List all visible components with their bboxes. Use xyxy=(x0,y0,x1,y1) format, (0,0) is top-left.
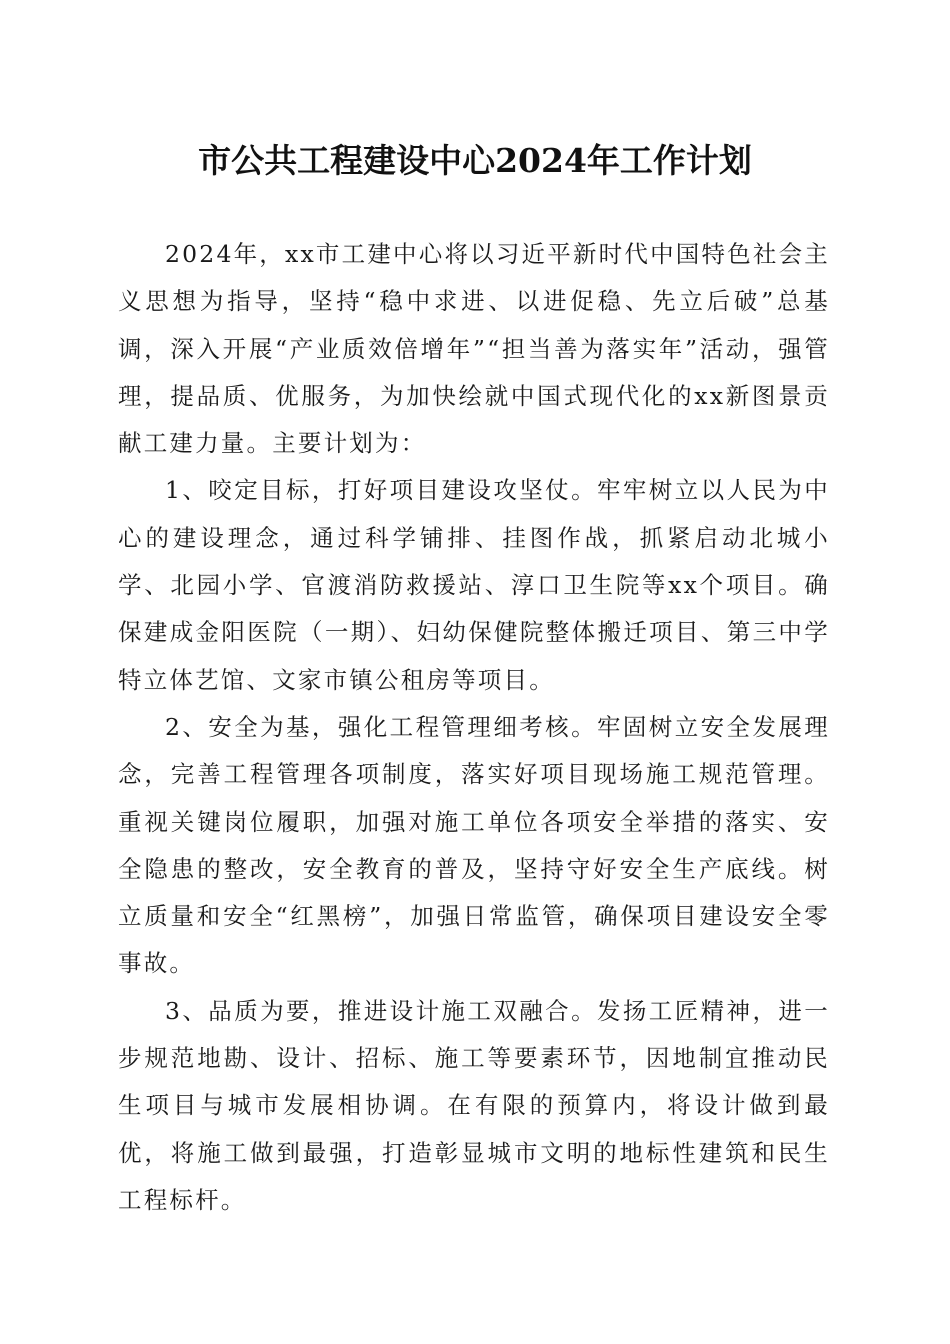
plan-item-3-paragraph: 3、品质为要，推进设计施工双融合。发扬工匠精神，进一步规范地勘、设计、招标、施工等要素环节，因地制宜推动民生项目与城市发展相协调。在有限的预算内，将设计做到最优，将施工做到最强，打造彰显城市文明的地标性建筑和民生工程标杆。 xyxy=(118,996,830,1214)
document-body xyxy=(118,231,830,1224)
document-title: 市公共工程建设中心2024年工作计划 xyxy=(198,141,752,180)
intro-paragraph: 2024年，xx市工建中心将以习近平新时代中国特色社会主义思想为指导，坚持“稳中求进、以进促稳、先立后破”总基调，深入开展“产业质效倍增年”“担当善为落实年”活动，强管理，提品质、优服务，为加快绘就中国式现代化的xx新图景贡献工建力量。主要计划为： xyxy=(118,240,830,458)
plan-item-1-paragraph: 1、咬定目标，打好项目建设攻坚仗。牢牢树立以人民为中心的建设理念，通过科学铺排、挂图作战，抓紧启动北城小学、北园小学、官渡消防救援站、淳口卫生院等xx个项目。确保建成金阳医院（一期）、妇幼保健院整体搬迁项目、第三中学特立体艺馆、文家市镇公租房等项目。 xyxy=(118,476,830,694)
plan-item-2-paragraph: 2、安全为基，强化工程管理细考核。牢固树立安全发展理念，完善工程管理各项制度，落实好项目现场施工规范管理。重视关键岗位履职，加强对施工单位各项安全举措的落实、安全隐患的整改，安全教育的普及，坚持守好安全生产底线。树立质量和安全“红黑榜”，加强日常监管，确保项目建设安全零事故。 xyxy=(118,712,830,978)
